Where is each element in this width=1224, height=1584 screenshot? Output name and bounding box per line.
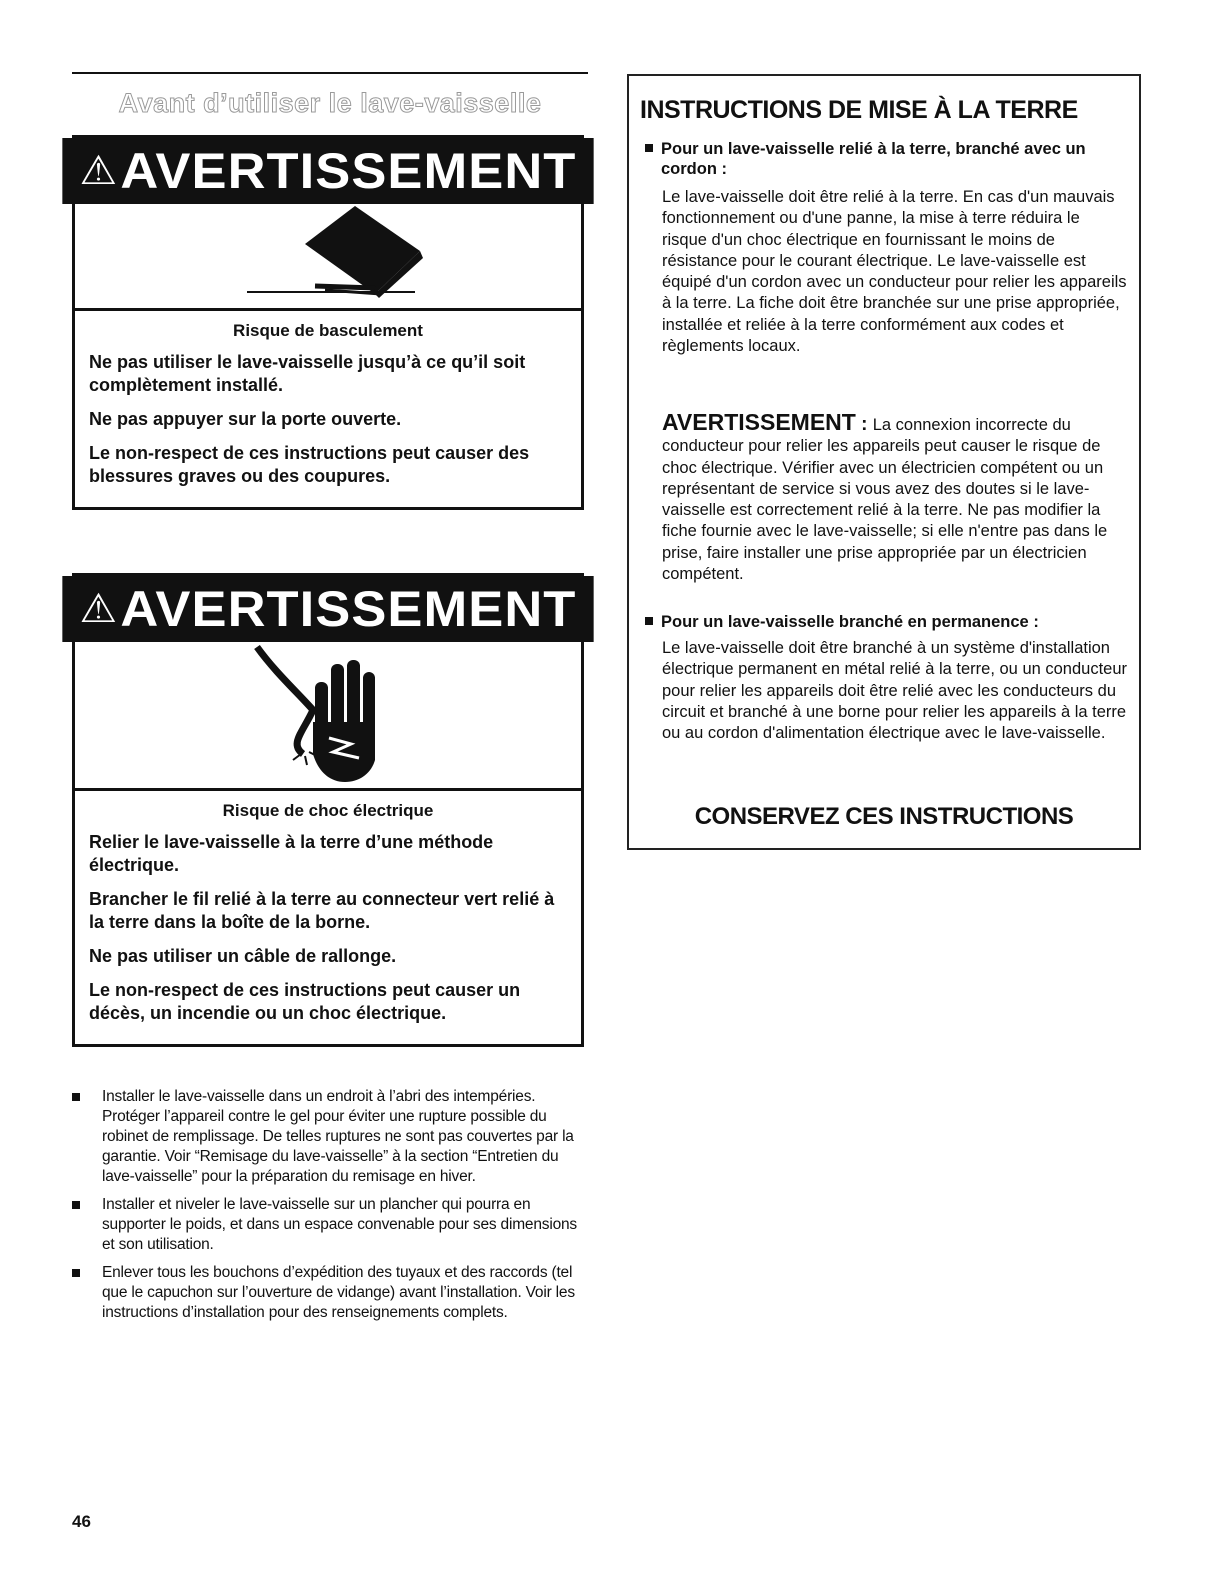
bullet-square-icon bbox=[72, 1201, 80, 1209]
warning-box-tipping bbox=[72, 135, 584, 510]
grounding-item-permanent: Pour un lave-vaisselle branché en permanence : bbox=[645, 612, 1141, 632]
grounding-item-permanent-text: Le lave-vaisselle doit être branché à un système d'installation électrique permanent en métal relié à la terre, ou un conducteur pour relier les appareils doit être relié avec les conducteurs du circuit et branché à une borne pour relier les appareils à la terre ou au cordon d'alimentation électrique avec le lave-vaisselle. bbox=[662, 639, 1128, 743]
section-title: Avant d’utiliser le lave-vaisselle bbox=[118, 88, 542, 118]
list-item: Installer le lave-vaisselle dans un endroit à l’abri des intempéries. Protéger l’appareil contre le gel pour éviter une rupture possible du robinet de remplissage. De telles ruptures ne sont pas couvertes par la garantie. Voir “Remisage du lave-vaisselle” à la section “Entretien du lave-vaisselle” pour la préparation du remisage en hiver. bbox=[72, 1087, 588, 1187]
warning-triangle-icon: ⚠ bbox=[79, 149, 119, 193]
warning-subtitle: Risque de choc électrique bbox=[222, 801, 434, 820]
top-rule bbox=[72, 72, 588, 74]
grounding-warning-label: AVERTISSEMENT bbox=[662, 409, 856, 435]
warning-line: Brancher le fil relié à la terre au connecteur vert relié à la terre dans la boîte de la borne. bbox=[89, 889, 555, 932]
warning-subtitle: Risque de basculement bbox=[233, 321, 423, 340]
grounding-item-corded-text: Le lave-vaisselle doit être relié à la terre. En cas d'un mauvais fonctionnement ou d'une panne, la mise à terre réduira le risque d'un choc électrique en fournissant le moins de résistance pour le courant électrique. Le lave-vaisselle est équipé d'un cordon avec un conducteur pour relier les appareils à la terre. La fiche doit être branchée sur une prise appropriée, installée et reliée à la terre conformément aux codes et règlements locaux. bbox=[662, 188, 1127, 356]
bullet-square-icon bbox=[72, 1093, 80, 1101]
bullet-square-icon bbox=[645, 144, 653, 152]
electric-shock-icon bbox=[75, 642, 581, 791]
warning-triangle-icon: ⚠ bbox=[79, 587, 119, 631]
installation-notes bbox=[72, 1087, 588, 1331]
tipping-icon bbox=[75, 204, 581, 311]
grounding-item-corded: Pour un lave-vaisselle relié à la terre, branché avec un cordon : bbox=[645, 139, 1141, 179]
bullet-square-icon bbox=[645, 617, 653, 625]
warning-line: Relier le lave-vaisselle à la terre d’une méthode électrique. bbox=[89, 832, 494, 875]
grounding-warning: AVERTISSEMENT : La connexion incorrecte du conducteur pour relier les appareils peut causer le risque de choc électrique. Vérifier avec un électricien compétent ou un représentant de service si vous avez des doutes si le lave-vaisselle est correctement relié à la terre. Ne pas modifier la fiche fournie avec le lave-vaisselle; si elle n'entre pas dans le prise, faire installer une prise appropriée par un électricien compétent. bbox=[662, 409, 1108, 584]
page-number: 46 bbox=[72, 1512, 91, 1531]
warning-line: Ne pas utiliser le lave-vaisselle jusqu’à ce qu’il soit complètement installé. bbox=[89, 352, 526, 395]
warning-line: Ne pas utiliser un câble de rallonge. bbox=[89, 946, 397, 966]
bullet-square-icon bbox=[72, 1269, 80, 1277]
grounding-warning-text: La connexion incorrecte du conducteur pour relier les appareils peut causer le risque de choc électrique. Vérifier avec un électricien compétent ou un représentant de service si vous avez des doutes si le lave-vaisselle est correctement relié à la terre. Ne pas modifier la fiche fournie avec le lave-vaisselle; si elle n'entre pas dans le prise, faire installer une prise appropriée par un électricien compétent. bbox=[662, 416, 1108, 584]
warning-box-shock bbox=[72, 573, 584, 1047]
warning-header: ⚠AVERTISSEMENT bbox=[62, 138, 593, 204]
grounding-footer: CONSERVEZ CES INSTRUCTIONS bbox=[694, 803, 1074, 830]
warning-line: Le non-respect de ces instructions peut causer des blessures graves ou des coupures. bbox=[89, 443, 530, 486]
warning-header: ⚠AVERTISSEMENT bbox=[62, 576, 593, 642]
list-item: Enlever tous les bouchons d’expédition des tuyaux et des raccords (tel que le capuchon sur l’ouverture de vidange) avant l’installation. Voir les instructions d’installation pour des renseignements complets. bbox=[72, 1263, 588, 1323]
grounding-title: INSTRUCTIONS DE MISE À LA TERRE bbox=[640, 96, 1078, 124]
warning-line: Ne pas appuyer sur la porte ouverte. bbox=[89, 409, 402, 429]
list-item: Installer et niveler le lave-vaisselle sur un plancher qui pourra en supporter le poids, et dans un espace convenable pour ses dimensions et son utilisation. bbox=[72, 1195, 588, 1255]
warning-line: Le non-respect de ces instructions peut causer un décès, un incendie ou un choc électrique. bbox=[89, 980, 521, 1023]
